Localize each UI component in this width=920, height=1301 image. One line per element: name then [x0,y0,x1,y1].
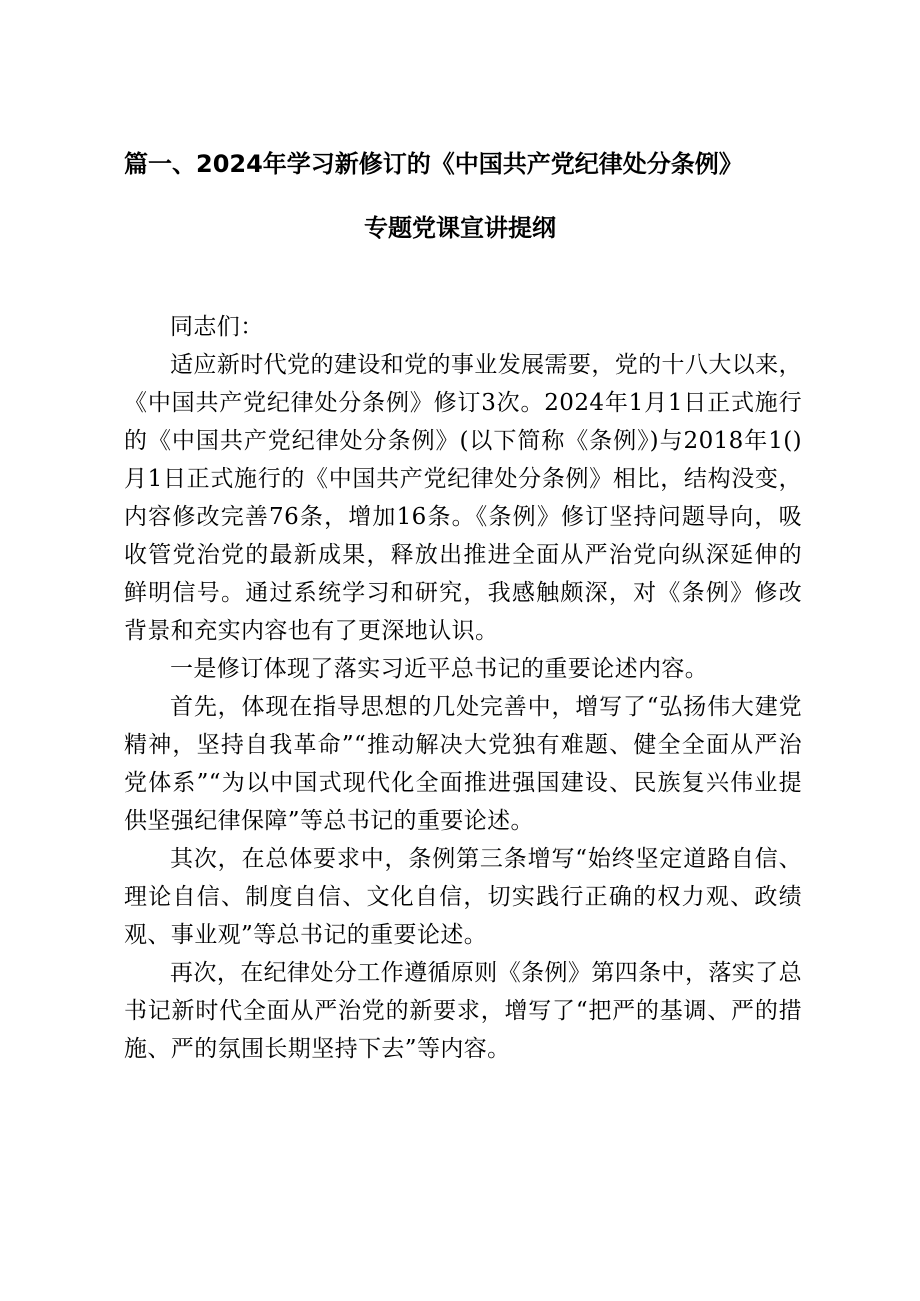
document-subtitle: 专题党课宣讲提纲 [364,214,556,242]
body-paragraph: 适应新时代党的建设和党的事业发展需要，党的十八大以来，《中国共产党纪律处分条例》修订3次。2024年1月1日正式施行的《中国共产党纪律处分条例》(以下简称《条例》)与2018年1()月1日正式施行的《中国共产党纪律处分条例》相比，结构没变，内容修改完善76条，增加16条。《条例》修订坚持问题导向，吸收管党治党的最新成果，释放出推进全面从严治党向纵深延伸的鲜明信号。通过系统学习和研究，我感触颇深，对《条例》修改背景和充实内容也有了更深地认识。 [124,352,802,644]
document-body [124,308,802,1068]
body-paragraph: 再次，在纪律处分工作遵循原则《条例》第四条中，落实了总书记新时代全面从严治党的新要求，增写了“把严的基调、严的措施、严的氛围长期坚持下去”等内容。 [124,960,802,1062]
salutation-paragraph: 同志们： [170,314,264,340]
document-title: 篇一、2024年学习新修订的《中国共产党纪律处分条例》 [124,150,743,178]
body-paragraph: 首先，体现在指导思想的几处完善中，增写了“弘扬伟大建党精神，坚持自我革命”“推动解决大党独有难题、健全全面从严治党体系”“为以中国式现代化全面推进强国建设、民族复兴伟业提供坚强纪律保障”等总书记的重要论述。 [124,694,802,834]
body-paragraph: 一是修订体现了落实习近平总书记的重要论述内容。 [170,656,709,682]
body-paragraph: 其次，在总体要求中，条例第三条增写“始终坚定道路自信、理论自信、制度自信、文化自信，切实践行正确的权力观、政绩观、事业观”等总书记的重要论述。 [124,846,802,948]
